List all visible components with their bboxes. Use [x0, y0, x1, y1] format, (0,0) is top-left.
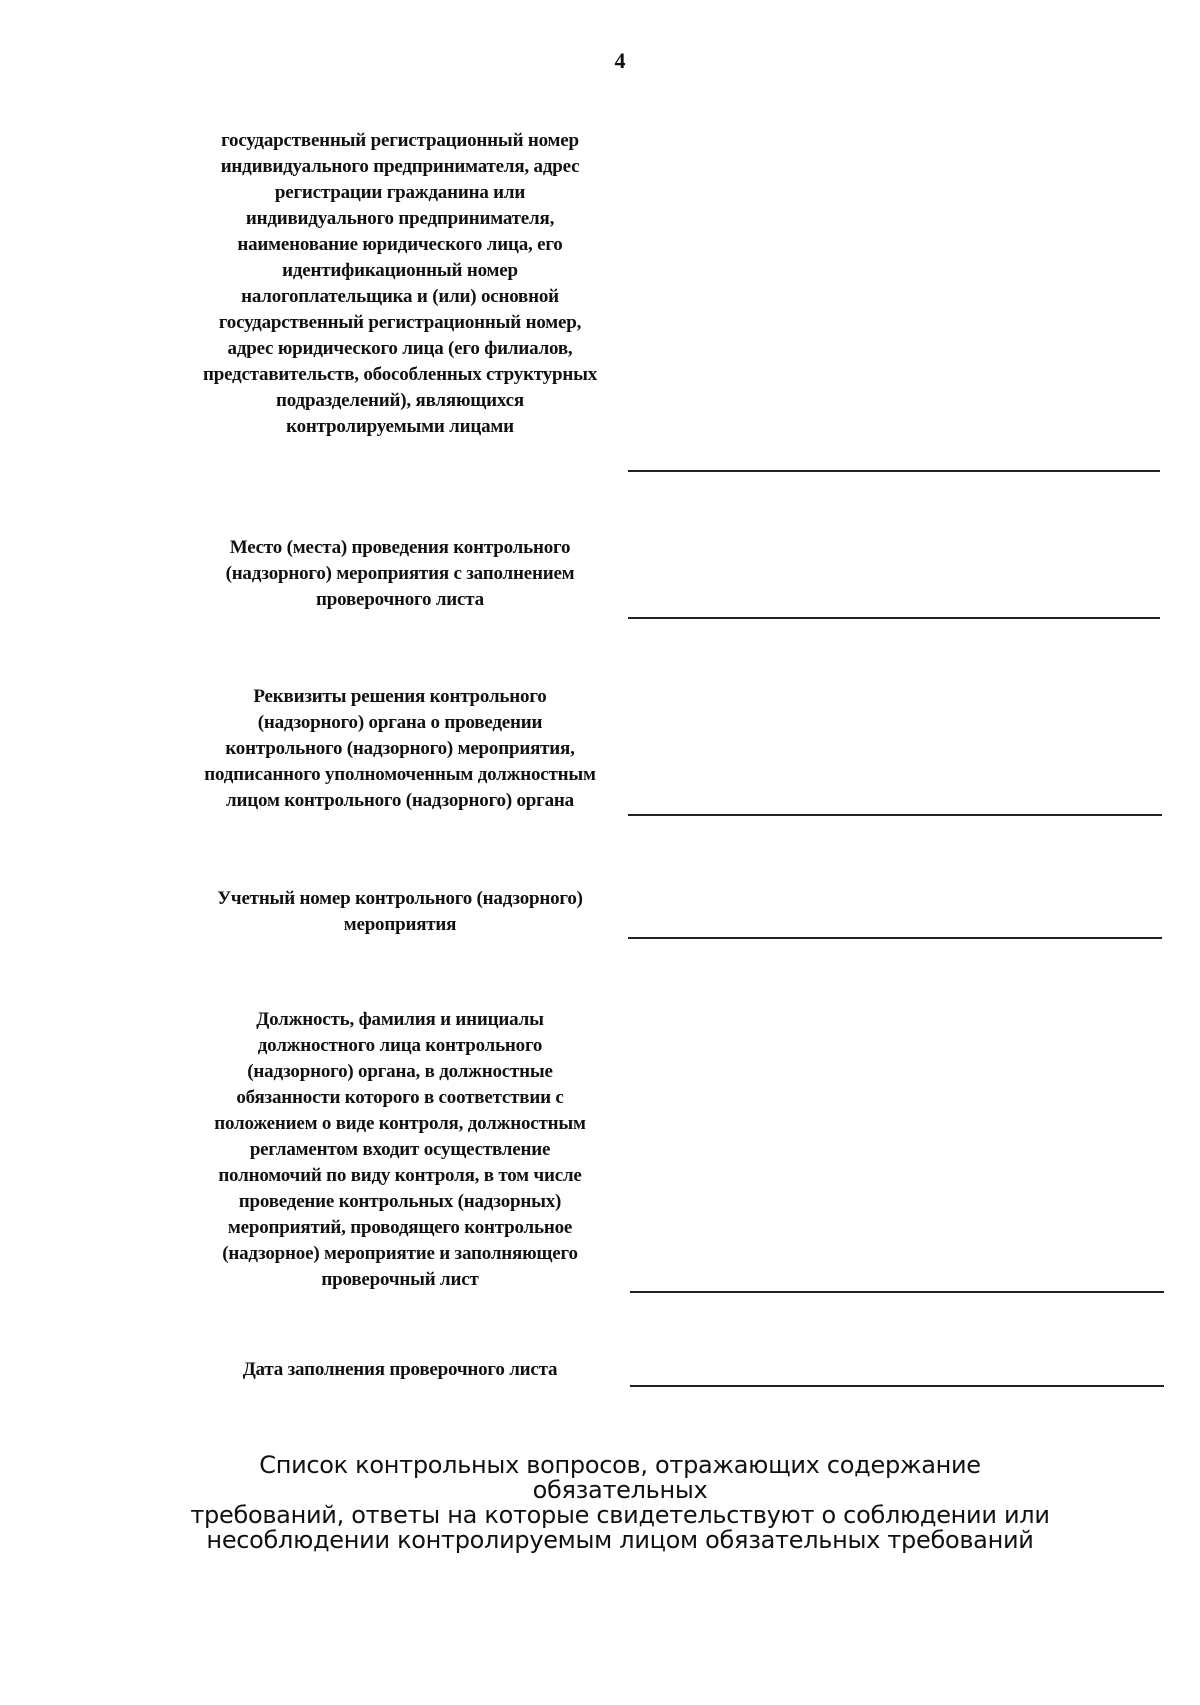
section-title: Список контрольных вопросов, отражающих содержание обязательных требований, ответы на которые свидетельствуют о соблюдении или несоблюдении контролируемым лицом обязательных требований [190, 1451, 1050, 1554]
field-label-fill-date: Дата заполнения проверочного листа [242, 1359, 558, 1380]
fill-line-decision-details[interactable] [628, 814, 1162, 816]
fill-line-official-position[interactable] [630, 1291, 1164, 1293]
fill-line-registration-details[interactable] [628, 470, 1160, 472]
field-label-accounting-number: Учетный номер контрольного (надзорного) мероприятия [217, 888, 583, 935]
fill-line-accounting-number[interactable] [628, 937, 1162, 939]
field-label-decision-details: Реквизиты решения контрольного (надзорного) органа о проведении контрольного (надзорного) мероприятия, подписанного уполномоченным должностным лицом контрольного (надзорного) органа [204, 686, 596, 811]
field-label-registration-details: государственный регистрационный номер индивидуального предпринимателя, адрес регистрации гражданина или индивидуального предпринимателя, наименование юридического лица, его идентификационный номер налогоплательщика и (или) основной государственный регистрационный номер, адрес юридического лица (его филиалов, представительств, обособленных структурных подразделений), являющихся контролируемыми лицами [202, 130, 598, 437]
fill-line-inspection-place[interactable] [628, 617, 1160, 619]
fill-line-fill-date[interactable] [630, 1385, 1164, 1387]
page-number: 4 [614, 48, 626, 73]
field-label-inspection-place: Место (места) проведения контрольного (надзорного) мероприятия с заполнением проверочного листа [225, 537, 575, 610]
field-label-official-position: Должность, фамилия и инициалы должностного лица контрольного (надзорного) органа, в должностные обязанности которого в соответствии с положением о виде контроля, должностным регламентом входит осуществление полномочий по виду контроля, в том числе проведение контрольных (надзорных) мероприятий, проводящего контрольное (надзорное) мероприятие и заполняющего проверочный лист [214, 1009, 586, 1290]
